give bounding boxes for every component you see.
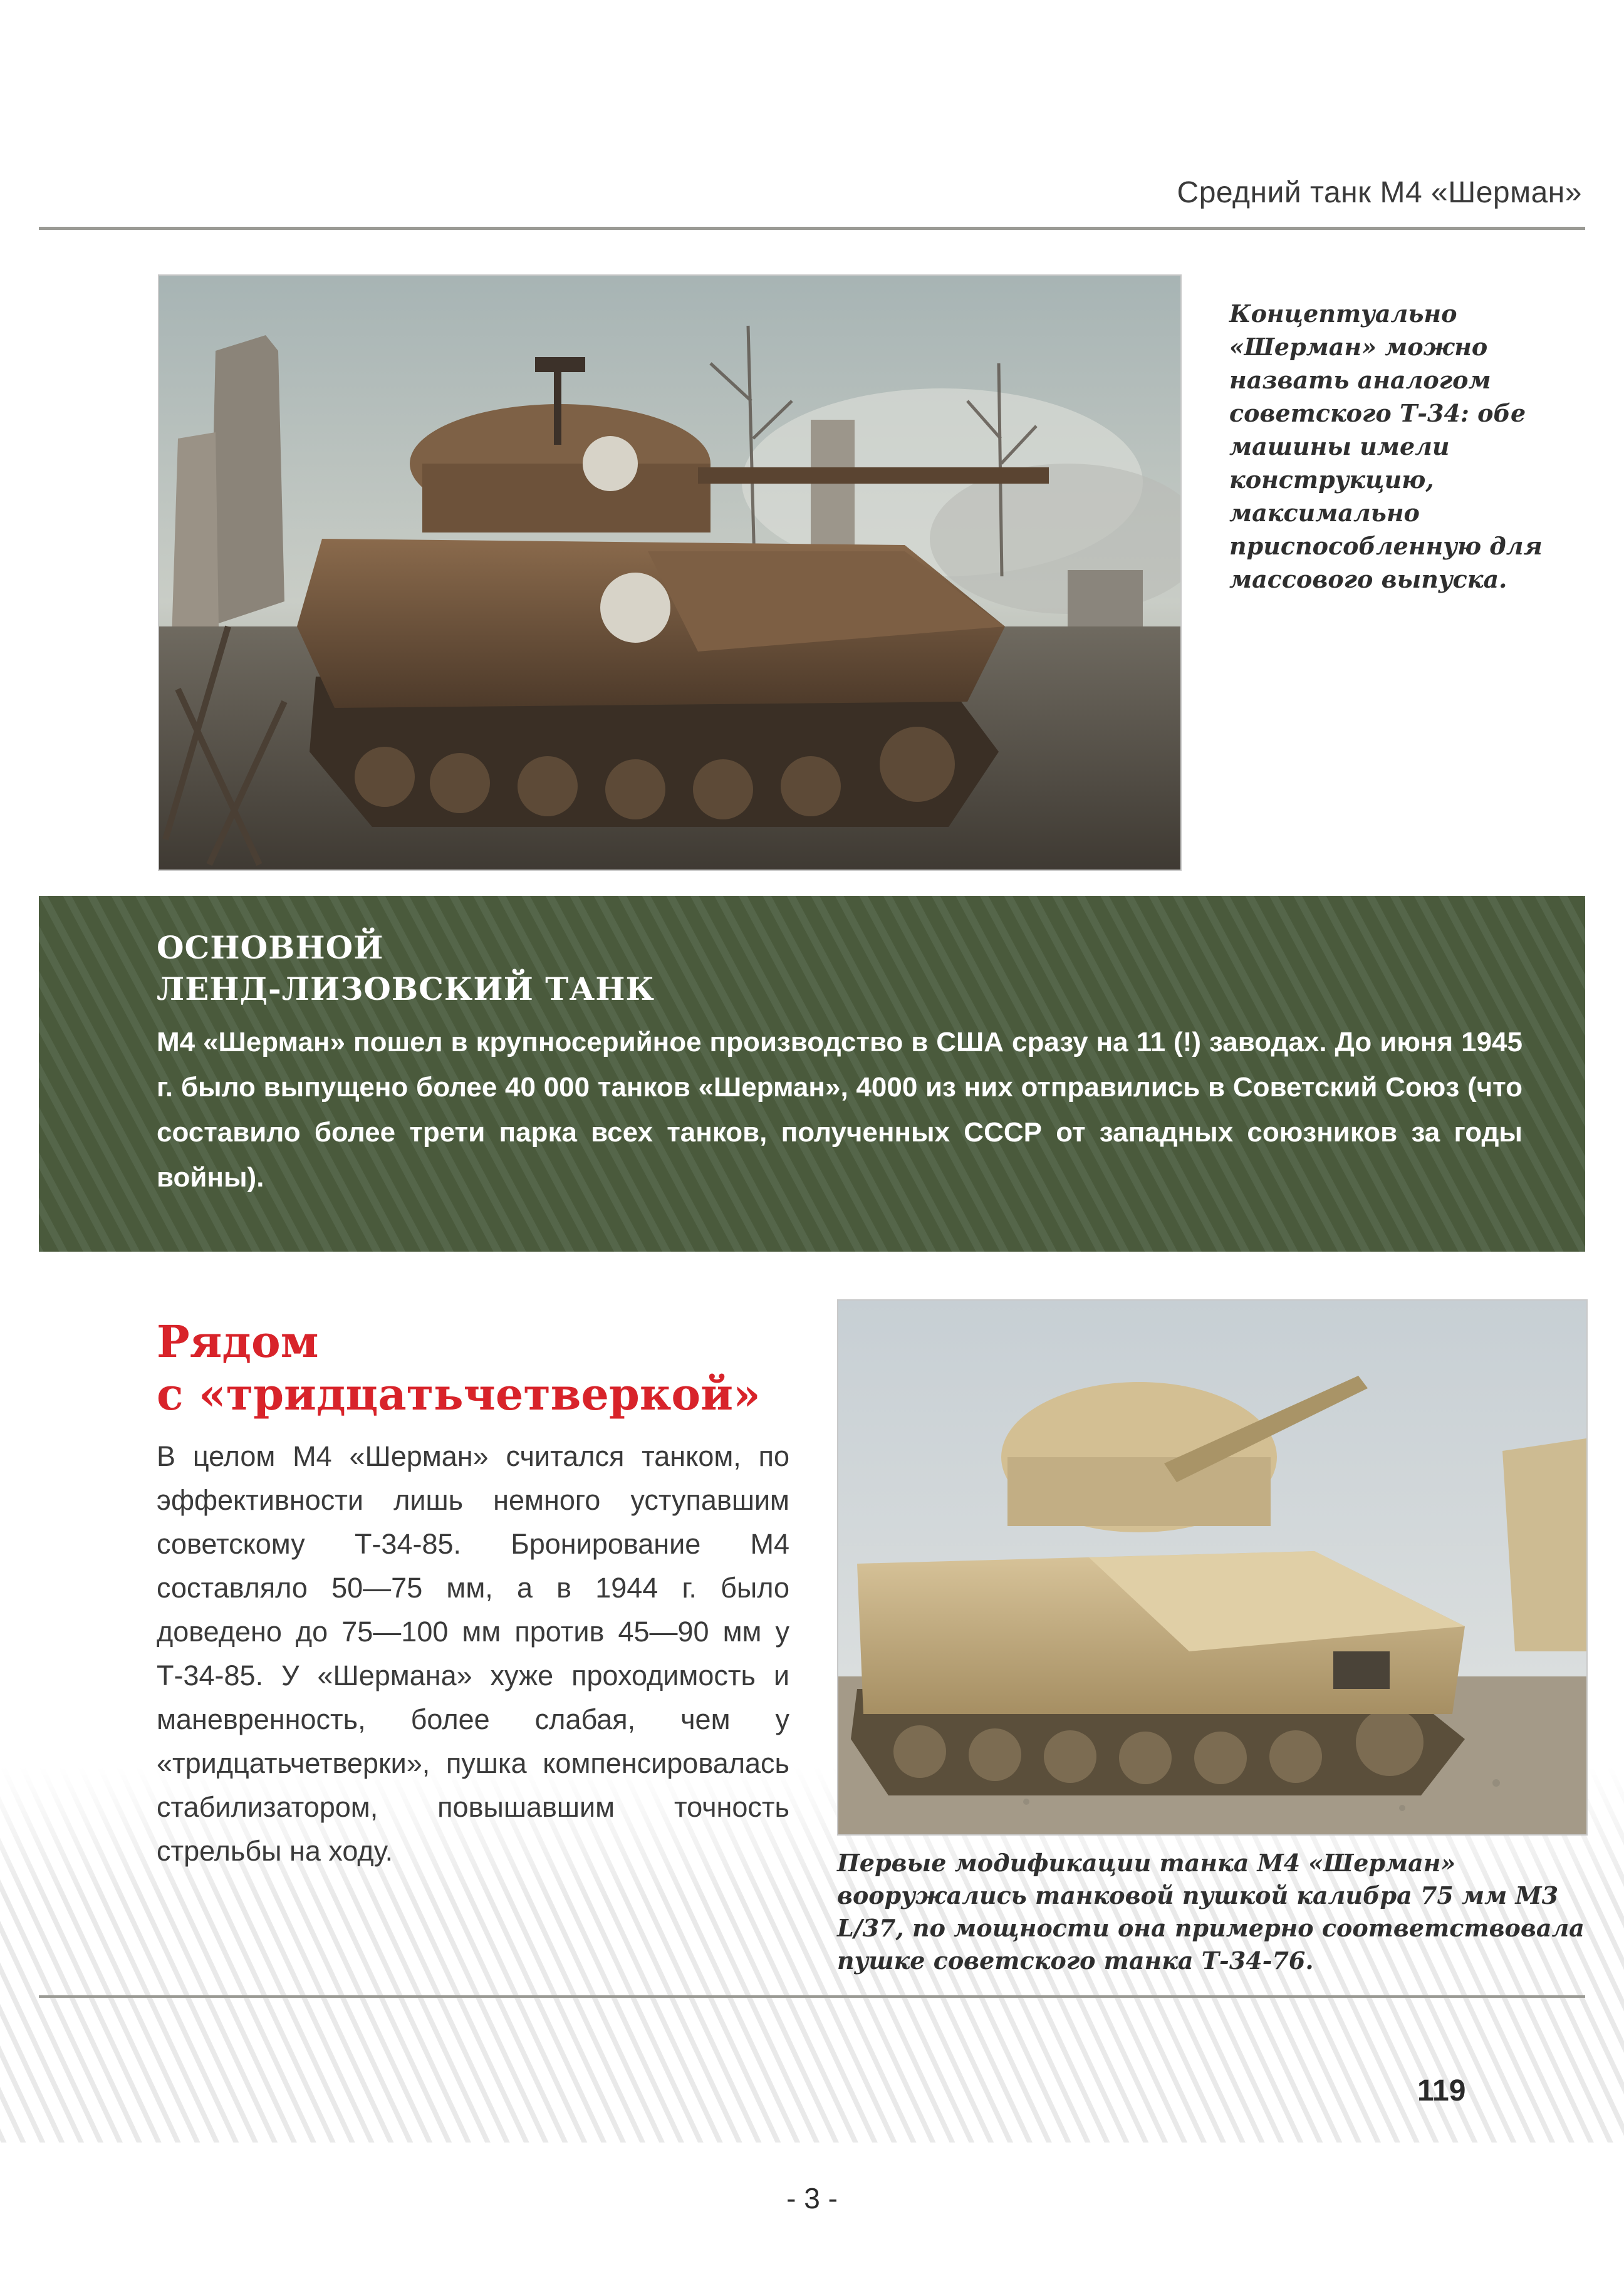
caption-middle-photo: Первые модификации танка М4 «Шерман» вооружались танковой пушкой калибра 75 мм М3 L/37, по мощности она примерно соответствовала пушке советского танка Т-34-76. (837, 1849, 1585, 1975)
section-headline (157, 1316, 761, 1421)
info-banner (39, 896, 1585, 1252)
section-body: В целом М4 «Шерман» считался танком, по эффективности лишь немного уступавшим советскому Т-34-85. Бронирование М4 составляло 50—75 мм, а в 1944 г. было доведено до 75—100 мм против 45—90 мм у Т-34-85. У «Шермана» хуже проходимость и маневренность, более слабая, чем у «тридцатьчетверки», пушка компенсировалась стабилизатором, повышавшим точность стрельбы на ходу. (157, 1440, 789, 1867)
banner-title-line1: ОСНОВНОЙ (157, 929, 384, 966)
tank-render-illustration (159, 276, 1180, 870)
section-headline-line1: Рядом (157, 1316, 319, 1368)
banner-title (157, 927, 655, 1010)
photo-sherman-render (158, 274, 1182, 871)
page-number: - 3 - (786, 2182, 838, 2215)
tank-museum-illustration (838, 1301, 1586, 1834)
photo-sherman-museum (837, 1299, 1588, 1836)
banner-title-line2: ЛЕНД-ЛИЗОВСКИЙ ТАНК (157, 970, 655, 1007)
banner-body: М4 «Шерман» пошел в крупносерийное производство в США сразу на 11 (!) заводах. До июня 1945 г. было выпущено более 40 000 танков «Шерман», 4000 из них отправились в Советский Союз (что составило более трети парка всех танков, полученных СССР от западных союзников за годы войны). (157, 1027, 1522, 1193)
caption-top-photo: Концептуально «Шерман» можно назвать аналогом советского Т-34: обе машины имели конструкцию, максимально приспособленную для массового выпуска. (1229, 299, 1543, 593)
running-title: Средний танк М4 «Шерман» (1177, 176, 1582, 209)
folio-number: 119 (1417, 2074, 1466, 2107)
section-headline-line2: с «тридцатьчетверкой» (157, 1368, 761, 1420)
header-rule (39, 227, 1585, 230)
footer-rule (39, 1995, 1585, 1998)
